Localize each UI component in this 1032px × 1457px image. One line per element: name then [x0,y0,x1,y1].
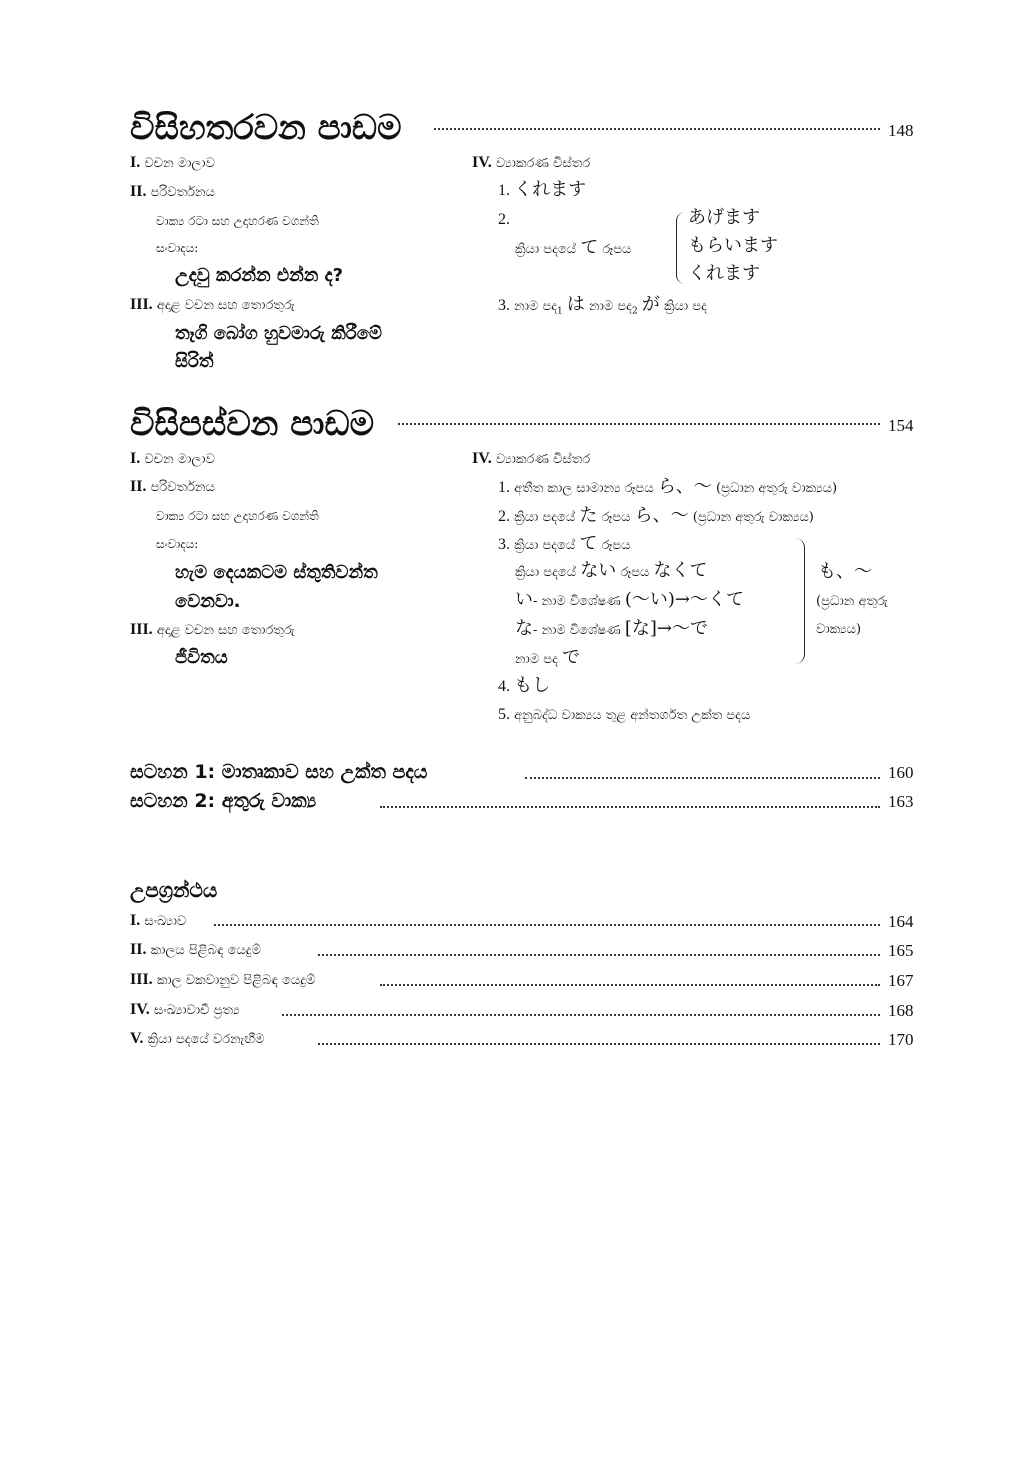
appendix-page: 165 [888,941,914,960]
appendix-leader [214,924,880,926]
lesson-25-side-label-2: වාක්‍යය) [816,622,862,637]
lesson-24-page: 148 [888,121,914,140]
lesson-24-kureru: くれます [688,263,760,284]
lesson-25-vocab: I. වචන මාලාව [130,450,215,467]
lesson-25-sentence-patterns: වාක්‍ය රටා සහ උදාහරණ වගන්ති [156,509,319,523]
note-1-leader [525,777,880,779]
lesson-24-leader [434,128,880,130]
lesson-24-dialogue-title: උදවු කරන්න එන්න ද? [175,265,344,286]
lesson-25-grammar: IV. ව්‍යාකරණ විස්තර [472,450,591,467]
lesson-25-grammar-3: 3. ක්‍රියා පදයේ て රූපය [498,533,631,554]
lesson-25-dialogue-label: සංවාදය: [156,537,199,551]
note-2-leader [380,806,880,808]
lesson-24-title: විසිහතරවන පාඩම [130,108,402,148]
appendix-leader [318,954,880,956]
lesson-25-leader [398,423,880,425]
appendix-leader [318,1043,880,1045]
appendix-item: II. කාලය පිළිබඳ යෙදුම් [130,941,261,958]
appendix-title: උපග්‍රන්ථය [130,878,218,902]
appendix-item: IV. සංඛ්‍යාවාචී ප්‍රත්‍ය [130,1001,240,1018]
lesson-24-grammar-3: 3. නාම පද$_1$ は නාම පද$_2$ が ක්‍රියා පද [498,294,707,317]
note-1-label: සටහන 1: මාතෘකාව සහ උක්ත පදය [130,761,428,783]
note-1-page: 160 [888,763,914,782]
lesson-25-grammar-3-noun: නාම පද で [515,647,581,668]
appendix-page: 164 [888,912,914,931]
note-2-page: 163 [888,792,914,811]
appendix-page: 168 [888,1001,914,1020]
lesson-25-grammar-2: 2. ක්‍රියා පදයේ た රූපය ら、～ (ප්‍රධාන අතුරු වාක්‍යය) [498,505,814,526]
lesson-24-grammar-2-text: ක්‍රියා පදයේ て රූපය [515,237,632,258]
lesson-25-related-topic: ජීවිතය [175,647,228,668]
lesson-24-grammar: IV. ව්‍යාකරණ විස්තර [472,154,591,171]
appendix-item: III. කාල වකවානුව පිළිබඳ යෙදුම් [130,971,316,988]
lesson-25-dialogue-title-1: හැම දෙයකටම ස්තුතිවන්ත [175,562,378,583]
lesson-24-related: III. අදාළ වචන සහ තොරතුරු [130,296,295,313]
lesson-24-ageru: あげます [688,207,760,228]
appendix-item: V. ක්‍රියා පදයේ වරනැඟීම [130,1030,265,1047]
lesson-24-related-topic-2: සිරිත් [175,351,214,372]
lesson-25-related: III. අදාළ වචන සහ තොරතුරු [130,621,295,638]
appendix-leader [282,1014,880,1016]
note-2-label: සටහන 2: අතුරු වාක්‍ය [130,790,317,812]
lesson-25-brace [794,538,805,664]
lesson-24-grammar-1: 1. くれます [498,179,587,200]
lesson-25-grammar-3-na-adj: な- නාම විශේෂණ [な]→～で [515,618,709,639]
lesson-25-translation: II. පරිවර්තනය [130,478,215,495]
lesson-24-morau: もらいます [688,235,778,256]
lesson-25-dialogue-title-2: වෙනවා. [175,591,241,612]
lesson-24-grammar-2-num: 2. [498,211,510,228]
lesson-24-vocab: I. වචන මාලාව [130,154,215,171]
lesson-24-translation: II. පරිවර්තනය [130,183,215,200]
lesson-25-grammar-5: 5. අනුබද්ධ වාක්‍යය තුළ අන්තර්ගත උක්ත පදය [498,706,751,723]
lesson-25-grammar-3-i-adj: い- නාම විශේෂණ (～い)→～くて [515,589,745,610]
appendix-leader [380,984,880,986]
lesson-24-sentence-patterns: වාක්‍ය රටා සහ උදාහරණ වගන්ති [156,214,319,228]
lesson-25-side-label-1: (ප්‍රධාන අතුරු [816,594,888,609]
lesson-25-title: විසිපස්වන පාඩම [130,404,375,444]
appendix-page: 167 [888,971,914,990]
lesson-25-mo: も、～ [818,561,872,582]
appendix-item: I. සංඛ්‍යාව [130,912,187,929]
lesson-25-grammar-1: 1. අතීත කාල සාමාන්‍ය රූපය ら、～ (ප්‍රධාන අතුරු වාක්‍යය) [498,476,838,497]
lesson-25-grammar-4: 4. もし [498,675,551,696]
lesson-24-related-topic-1: තෑගි බෝග හුවමාරු කිරීමේ [175,323,382,344]
appendix-page: 170 [888,1030,914,1049]
lesson-25-grammar-3-nai: ක්‍රියා පදයේ ない රූපය なくて [515,560,708,581]
lesson-25-page: 154 [888,416,914,435]
lesson-24-dialogue-label: සංවාදය: [156,241,199,255]
lesson-24-brace [676,212,685,284]
